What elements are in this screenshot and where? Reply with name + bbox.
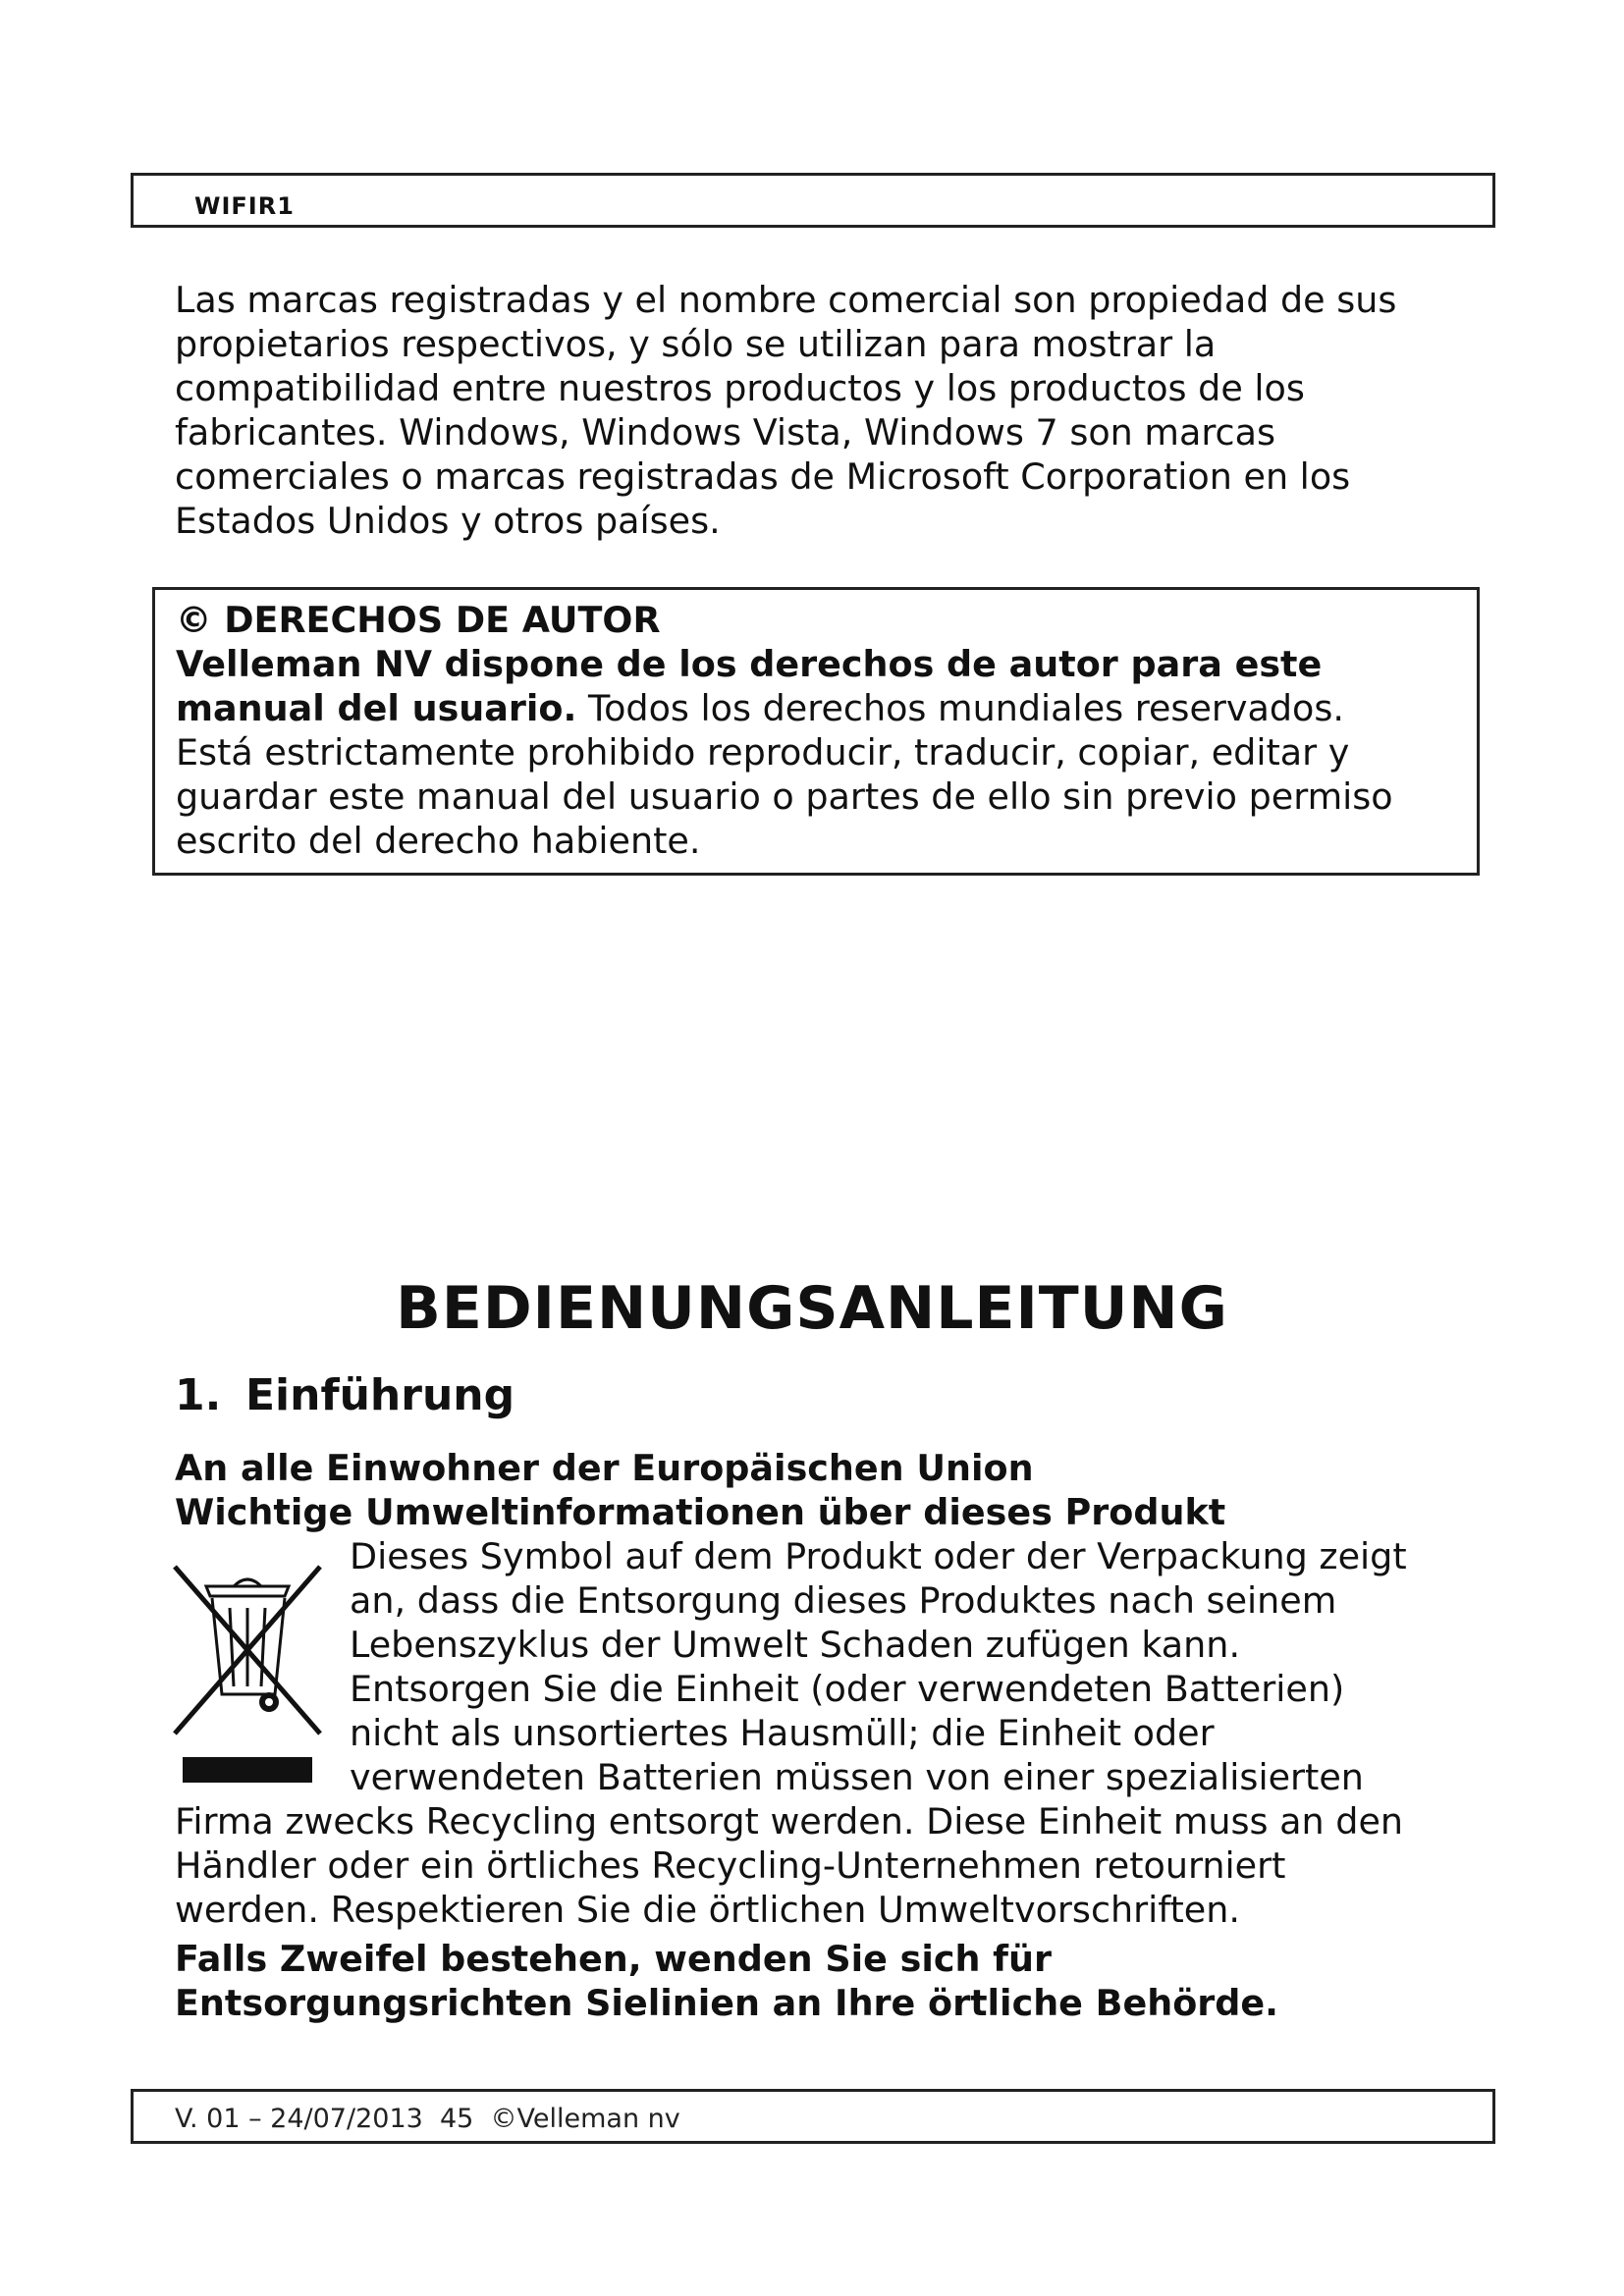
eu-residents-heading: An alle Einwohner der Europäischen Union: [175, 1447, 1034, 1489]
copyright-box: [152, 587, 1480, 876]
page-footer: [131, 2089, 1495, 2144]
weee-line: Entsorgen Sie die Einheit (oder verwendeten Batterien): [350, 1668, 1345, 1710]
footer-version: V. 01 – 24/07/2013: [175, 2104, 423, 2134]
trademark-line: comerciales o marcas registradas de Microsoft Corporation en los: [175, 455, 1351, 498]
trademark-line: compatibilidad entre nuestros productos y los productos de los: [175, 367, 1305, 409]
weee-line: werden. Respektieren Sie die örtlichen Umweltvorschriften.: [175, 1889, 1241, 1931]
warning-line: Falls Zweifel bestehen, wenden Sie sich für: [175, 1938, 1053, 1980]
copyright-text: [176, 598, 1472, 863]
copyright-line: Está estrictamente prohibido reproducir, traducir, copiar, editar y: [176, 731, 1350, 774]
weee-line: Firma zwecks Recycling entsorgt werden. Diese Einheit muss an den: [175, 1800, 1404, 1842]
weee-line: verwendeten Batterien müssen von einer spezialisierten: [350, 1756, 1364, 1798]
copyright-line: guardar este manual del usuario o partes de ello sin previo permiso: [176, 775, 1393, 818]
disposal-warning: [175, 1937, 1490, 2025]
copyright-bold-start: manual del usuario.: [176, 687, 577, 729]
environment-info-heading: Wichtige Umweltinformationen über dieses Produkt: [175, 1491, 1226, 1533]
page-header: [131, 173, 1495, 228]
copyright-line: escrito del derecho habiente.: [176, 820, 701, 862]
weee-line: Händler oder ein örtliches Recycling-Unternehmen retourniert: [175, 1844, 1286, 1887]
weee-line: Lebenszyklus der Umwelt Schaden zufügen kann.: [350, 1624, 1241, 1666]
weee-line: Dieses Symbol auf dem Produkt oder der Verpackung zeigt: [350, 1535, 1407, 1577]
section-heading: [175, 1370, 514, 1420]
trademark-line: fabricantes. Windows, Windows Vista, Windows 7 son marcas: [175, 411, 1275, 454]
manual-title: BEDIENUNGSANLEITUNG: [396, 1274, 1228, 1343]
trademark-paragraph: [175, 278, 1481, 543]
copyright-bold-line: Velleman NV dispone de los derechos de autor para este: [176, 643, 1323, 685]
crossed-out-wheelie-bin-icon: [169, 1557, 326, 1789]
weee-line: nicht als unsortiertes Hausmüll; die Einheit oder: [350, 1712, 1215, 1754]
copyright-title: © DERECHOS DE AUTOR: [176, 599, 661, 641]
weee-paragraph-continued: [175, 1799, 1490, 1932]
warning-line: Entsorgungsrichten Sielinien an Ihre örtliche Behörde.: [175, 1982, 1279, 2024]
section-title: Einführung: [245, 1370, 515, 1420]
trademark-line: propietarios respectivos, y sólo se utilizan para mostrar la: [175, 323, 1217, 365]
weee-paragraph: [350, 1534, 1489, 1799]
trademark-line: Las marcas registradas y el nombre comercial son propiedad de sus: [175, 279, 1397, 321]
section-number: 1.: [175, 1370, 222, 1420]
product-code: WIFIR1: [194, 192, 295, 220]
copyright-line-rest: Todos los derechos mundiales reservados.: [576, 687, 1344, 729]
footer-copyright: ©Velleman nv: [490, 2104, 680, 2134]
footer-text: [175, 2104, 680, 2134]
page-number: 45: [439, 2104, 474, 2134]
copyright-line: [176, 686, 1472, 730]
weee-line: an, dass die Entsorgung dieses Produktes nach seinem: [350, 1579, 1337, 1622]
trademark-line: Estados Unidos y otros países.: [175, 500, 721, 542]
